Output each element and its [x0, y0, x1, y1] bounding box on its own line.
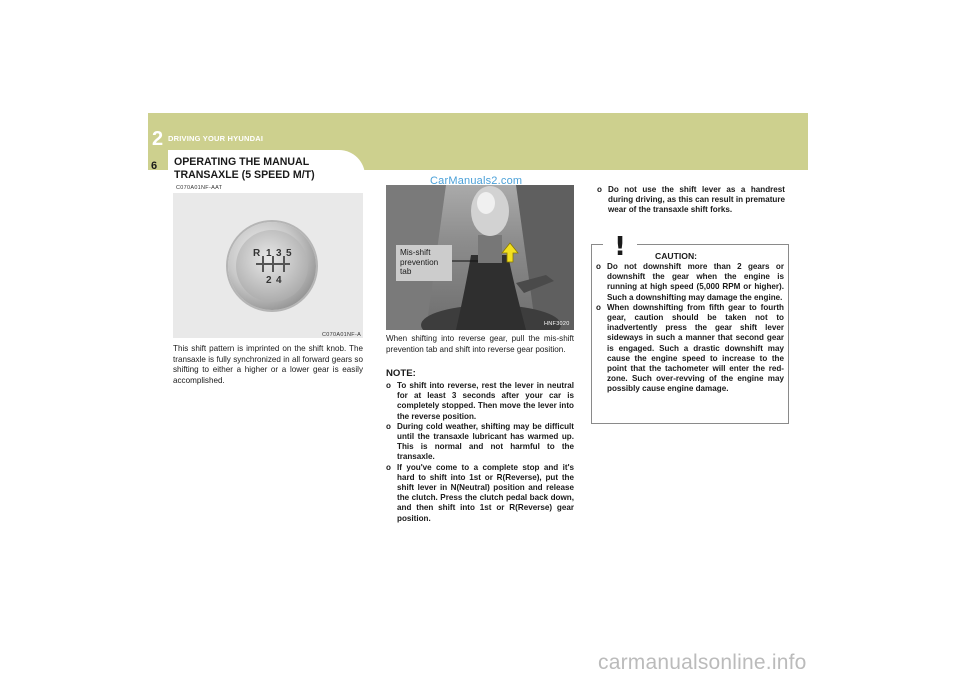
shift-lever-photo [386, 185, 574, 330]
left-body-text: This shift pattern is imprinted on the shift knob. The transaxle is fully synchronized in all forward gears so shifting to either a higher or a lower gear is easily accomplished. [173, 344, 363, 385]
svg-text:!: ! [614, 232, 626, 259]
code-top: C070A01NF-AAT [176, 185, 223, 191]
section-number: 2 [152, 128, 164, 150]
list-item: o If you've come to a complete stop and it's hard to shift into 1st or R(Reverse), put the shift lever in N(Neutral) position and release the clutch. Press the clutch pedal back down, and then shift into 1st or R(Reverse) gear position. [386, 462, 574, 523]
knob-label-5: 5 [286, 248, 292, 259]
note-heading: NOTE: [386, 368, 416, 379]
knob-label-4: 4 [276, 275, 282, 286]
warning-icon [603, 229, 637, 259]
list-item: o When downshifting from fifth gear to fourth gear, caution should be taken not to inadvertently press the gear shift lever sideways in such a manner that second gear is engaged. Such a drastic downshift may cause the engine speed to increase to the point that the tachometer will enter the red-zone. Such over-revving of the engine may possibly cause engine damage. [596, 302, 784, 394]
mis-shift-callout [400, 248, 438, 277]
page-number: 6 [151, 160, 158, 172]
title-line-1: OPERATING THE MANUAL [174, 156, 310, 168]
list-item: o Do not downshift more than 2 gears or downshift the gear when the engine is running at high speed (5,000 RPM or higher). Such a downshifting may damage the engine. [596, 262, 784, 302]
title-line-2: TRANSAXLE (5 SPEED M/T) [174, 169, 315, 181]
section-name: DRIVING YOUR HYUNDAI [168, 134, 264, 143]
knob-label-1: 1 [266, 248, 272, 259]
middle-body-text: When shifting into reverse gear, pull the mis-shift prevention tab and shift into reverse gear position. [386, 334, 574, 354]
list-item: o To shift into reverse, rest the lever in neutral for at least 3 seconds after your car is completely stopped. Then move the lever into the reverse position. [386, 381, 574, 421]
list-item: o Do not use the shift lever as a handrest during driving, as this can result in premature wear of the transaxle shift forks. [597, 185, 785, 215]
image-code-middle: HNF3020 [544, 321, 570, 327]
knob-label-3: 3 [276, 248, 282, 259]
caution-list [596, 262, 784, 395]
knob-label-2: 2 [266, 275, 272, 286]
section-title [174, 156, 354, 182]
note-list [386, 381, 574, 524]
caution-title: CAUTION: [655, 251, 698, 261]
shift-pattern-gate [262, 256, 264, 272]
top-bullet-list [597, 185, 785, 216]
watermark: CarManuals2.com [430, 175, 523, 187]
shift-pattern-gate [272, 256, 274, 272]
shift-pattern-gate [283, 256, 285, 272]
callout-line: Mis-shift [400, 248, 431, 257]
image-code-left: C070A01NF-A [322, 332, 362, 338]
knob-label-r: R [253, 248, 261, 259]
list-item: o During cold weather, shifting may be difficult until the transaxle lubricant has warmed up. This is normal and not harmful to the transaxle. [386, 421, 574, 462]
callout-line: prevention [400, 257, 439, 267]
footer-site: carmanualsonline.info [598, 651, 807, 674]
callout-line: tab [400, 267, 412, 277]
